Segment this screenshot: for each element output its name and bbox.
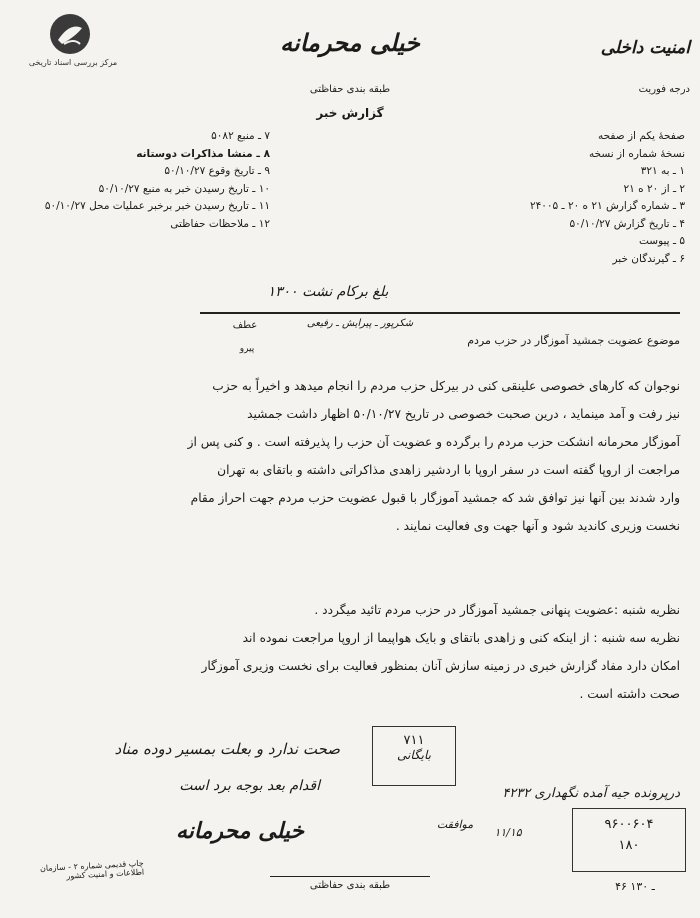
right-field-list bbox=[420, 128, 685, 268]
body-line: آموزگار محرمانه انشکت حزب مردم را برگرده و عضویت آن حزب را پذیرفته است . و کنی پس از bbox=[187, 435, 680, 449]
atf-label: عطف bbox=[232, 320, 258, 331]
stamp-text: بایگانی bbox=[397, 748, 431, 762]
body-line: نخست وزیری کاندید شود و آنها جهت وی فعالیت نمایند . bbox=[395, 519, 680, 533]
subject-line: موضوع عضویت جمشید آموزگار در حزب مردم bbox=[467, 334, 680, 347]
field-row: صفحهٔ یکم از صفحه bbox=[598, 130, 685, 142]
stamp-line: ۱۸۰ bbox=[618, 838, 640, 853]
body-line: وارد شدند بین آنها نیز توافق شد که جمشید آموزگار با قبول عضویت حزب مردم جهت احراز مقام bbox=[190, 491, 680, 505]
classification-heading: خیلی محرمانه bbox=[280, 28, 420, 57]
archive-stamp bbox=[372, 726, 456, 786]
report-type: گزارش خبر bbox=[316, 106, 384, 120]
body-line: نیز رفت و آمد مینماید ، درین صحبت خصوصی در تاریخ ۵۰/۱۰/۲۷ اظهار داشت جمشید bbox=[247, 407, 680, 421]
field-row: ۱۱ ـ تاریخ رسیدن خبر برخبر عملیات محل ۵۰/۱۰/۲۷ bbox=[44, 200, 270, 212]
logo-emblem-icon bbox=[50, 14, 90, 54]
field-row: ۹ ـ تاریخ وقوع ۵۰/۱۰/۲۷ bbox=[164, 165, 270, 177]
handwritten-date: بلغ برکام نشت ۱۳۰۰ bbox=[267, 284, 389, 300]
print-note: چاپ قدیمی شماره ۲ - سازمان اطلاعات و امنیت کشور bbox=[39, 858, 145, 881]
field-row: ۳ ـ شماره گزارش ۲۱ ه ۲۰ ـ ۲۴۰۰۵ bbox=[529, 200, 685, 212]
approval-initials: موافقت bbox=[436, 818, 474, 831]
report-body bbox=[30, 372, 680, 540]
urgency-label: درجه فوریت bbox=[638, 84, 690, 95]
field-row: ۵ ـ پیوست bbox=[638, 235, 685, 247]
handwritten-note: صحت ندارد و بعلت بمسیر دوده مناد bbox=[114, 740, 340, 758]
field-row: نسخهٔ شماره از نسخه bbox=[588, 147, 685, 160]
footer-divider bbox=[270, 876, 430, 877]
section-divider bbox=[200, 312, 680, 314]
left-field-list bbox=[20, 128, 270, 233]
body-line: مراجعت از اروپا گفته است در سفر اروپا با اردشیر زاهدی مذاکراتی داشته و باتقای به تهران bbox=[217, 463, 680, 477]
field-row: ۷ ـ منبع ۵۰۸۲ bbox=[211, 130, 270, 142]
field-row: ۱۰ ـ تاریخ رسیدن خبر به منبع ۵۰/۱۰/۲۷ bbox=[98, 182, 270, 195]
classification-label: طبقه بندی حفاظتی bbox=[309, 84, 391, 95]
field-row: ۴ ـ تاریخ گزارش ۵۰/۱۰/۲۷ bbox=[569, 217, 685, 230]
footer-classification-label: طبقه بندی حفاظتی bbox=[309, 880, 391, 891]
opinion-line: صحت داشته است . bbox=[579, 687, 680, 701]
opinion-line: امکان دارد مفاد گزارش خبری در زمینه سازش آنان بمنظور فعالیت برای نخست وزیری آموزگار bbox=[201, 659, 680, 673]
opinion-block bbox=[30, 596, 680, 708]
stamp-number: ۷۱۱ bbox=[403, 733, 425, 748]
signature: خیلی محرمانه bbox=[175, 818, 305, 844]
archive-logo bbox=[8, 14, 138, 72]
field-row: ۱۲ ـ ملاحظات حفاظتی bbox=[170, 217, 270, 230]
registry-stamp bbox=[572, 808, 686, 872]
stamp-line: ۹۶۰۰۶۰۴ bbox=[604, 817, 654, 832]
field-row: ۱ ـ به ۳۲۱ bbox=[640, 165, 685, 177]
field-row: ۸ ـ منشا مذاکرات دوستانه bbox=[136, 147, 270, 160]
opinion-line: نظریه شنبه :عضویت پنهانی جمشید آموزگار در حزب مردم تائید میگردد . bbox=[314, 603, 680, 617]
atf-sub-label: پیرو bbox=[239, 344, 255, 354]
body-line: نوجوان که کارهای خصوصی علینقی کنی در بیرکل حزب مردم را انجام میدهد و اخیراً به حزب bbox=[212, 379, 680, 393]
logo-caption: مرکز بررسی اسناد تاریخی bbox=[28, 58, 118, 67]
field-row: ۶ ـ گیرندگان خبر bbox=[612, 252, 685, 265]
handwritten-note: اقدام بعد بوجه برد است bbox=[179, 778, 320, 794]
handwritten-date-small: ۱۱/۱۵ bbox=[494, 826, 522, 839]
form-code: ۴۶ ـ ۱۳۰ bbox=[615, 880, 655, 893]
field-row: ۲ ـ از ۲۰ ه ۲۱ bbox=[623, 182, 685, 195]
opinion-line: نظریه سه شنبه : از اینکه کنی و زاهدی باتقای و بایک هواپیما از اروپا مراجعت نموده اند bbox=[242, 631, 680, 645]
handwritten-reference: درپرونده جیه آمده نگهداری ۴۲۳۲ bbox=[502, 786, 680, 801]
agency-name: امنیت داخلی bbox=[600, 38, 690, 58]
handwritten-cc: شکرپور ـ پیرایش ـ رفیعی bbox=[306, 318, 414, 329]
